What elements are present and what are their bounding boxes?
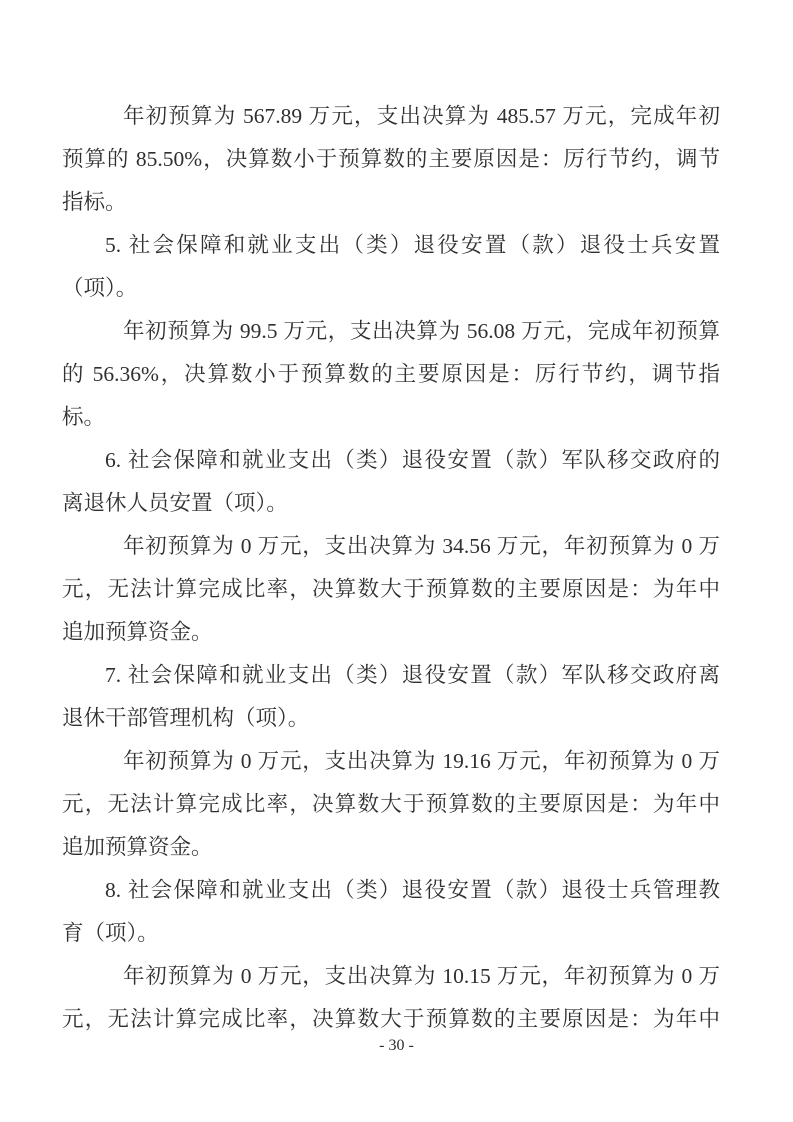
document-line: 元，无法计算完成比率，决算数大于预算数的主要原因是：为年中 [62, 577, 720, 601]
document-line: 年初预算为 0 万元，支出决算为 19.16 万元，年初预算为 0 万 [123, 749, 720, 773]
paragraph [62, 525, 720, 654]
document-line: 8. 社会保障和就业支出（类）退役安置（款）退役士兵管理教 [105, 878, 720, 902]
page-footer [0, 1036, 793, 1056]
document-line: 离退休人员安置（项）。 [62, 491, 288, 515]
document-line: 5. 社会保障和就业支出（类）退役安置（款）退役士兵安置 [105, 233, 720, 257]
document-line: 指标。 [62, 190, 127, 214]
document-line: 年初预算为 0 万元，支出决算为 10.15 万元，年初预算为 0 万 [123, 964, 720, 988]
document-line: 6. 社会保障和就业支出（类）退役安置（款）军队移交政府的 [105, 448, 720, 472]
document-line: 标。 [62, 405, 106, 429]
paragraph [62, 740, 720, 869]
paragraph [62, 95, 720, 224]
document-line: （项）。 [62, 276, 138, 300]
document-line: 追加预算资金。 [62, 620, 213, 644]
page-number: - 30 - [379, 1037, 414, 1054]
document-body [62, 95, 720, 1041]
document-line: 年初预算为 0 万元，支出决算为 34.56 万元，年初预算为 0 万 [123, 534, 720, 558]
paragraph-heading-6 [62, 439, 720, 525]
document-line: 预算的 85.50%，决算数小于预算数的主要原因是：厉行节约，调节 [62, 147, 720, 171]
paragraph [62, 310, 720, 439]
document-line: 年初预算为 567.89 万元，支出决算为 485.57 万元，完成年初 [123, 104, 720, 128]
document-line: 元，无法计算完成比率，决算数大于预算数的主要原因是：为年中 [62, 792, 720, 816]
paragraph-heading-8 [62, 869, 720, 955]
document-line: 7. 社会保障和就业支出（类）退役安置（款）军队移交政府离 [105, 663, 720, 687]
document-line: 的 56.36%，决算数小于预算数的主要原因是：厉行节约，调节指 [62, 362, 720, 386]
document-line: 追加预算资金。 [62, 835, 213, 859]
paragraph-heading-5 [62, 224, 720, 310]
document-line: 育（项）。 [62, 921, 159, 945]
document-line: 元，无法计算完成比率，决算数大于预算数的主要原因是：为年中 [62, 1007, 720, 1031]
document-line: 年初预算为 99.5 万元，支出决算为 56.08 万元，完成年初预算 [123, 319, 720, 343]
paragraph-heading-7 [62, 654, 720, 740]
document-line: 退休干部管理机构（项）。 [62, 706, 310, 730]
paragraph [62, 955, 720, 1041]
